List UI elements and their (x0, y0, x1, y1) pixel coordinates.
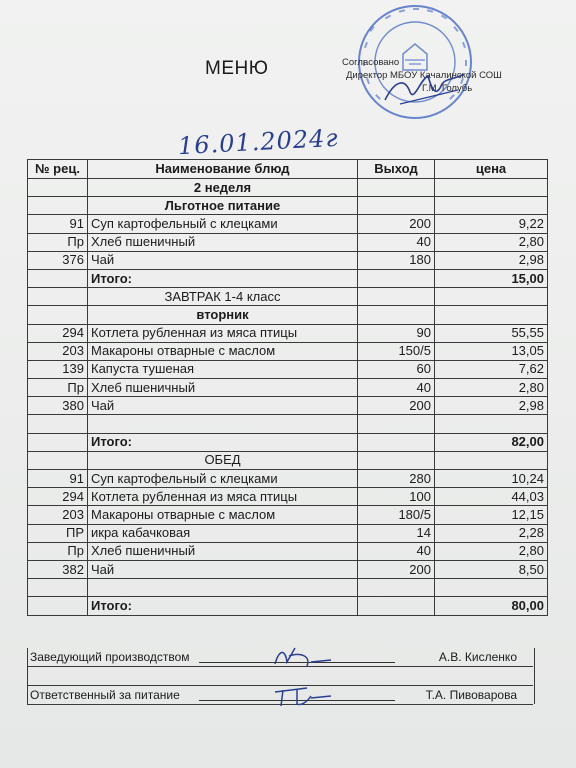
dish-name: икра кабачковая (88, 524, 358, 542)
dish-output: 40 (358, 542, 435, 560)
table-row (28, 506, 548, 524)
dish-name: Хлеб пшеничный (88, 379, 358, 397)
table-header-row (28, 160, 548, 179)
recipe-number: 91 (28, 215, 88, 233)
nutrition-responsible-signature-icon (267, 680, 337, 710)
dish-output: 14 (358, 524, 435, 542)
table-row (28, 542, 548, 560)
dish-name: Суп картофельный с клецками (88, 470, 358, 488)
recipe-number: 294 (28, 324, 88, 342)
dish-output: 280 (358, 470, 435, 488)
dish-name: Чай (88, 397, 358, 415)
dish-name: Хлеб пшеничный (88, 233, 358, 251)
table-row (28, 579, 548, 597)
total-benefit: 15,00 (435, 269, 548, 287)
table-row (28, 397, 548, 415)
dish-output: 90 (358, 324, 435, 342)
section-title-benefit: Льготное питание (88, 197, 358, 215)
table-row (28, 433, 548, 451)
dish-price: 13,05 (435, 342, 548, 360)
table-row (28, 379, 548, 397)
recipe-number: ПР (28, 524, 88, 542)
dish-price: 12,15 (435, 506, 548, 524)
dish-price: 8,50 (435, 560, 548, 578)
recipe-number: 139 (28, 360, 88, 378)
dish-price: 7,62 (435, 360, 548, 378)
dish-price: 2,80 (435, 233, 548, 251)
table-row (28, 288, 548, 306)
dish-name: Суп картофельный с клецками (88, 215, 358, 233)
menu-table (27, 159, 548, 616)
page-title: МЕНЮ (205, 58, 269, 79)
table-row (28, 415, 548, 433)
recipe-number: Пр (28, 379, 88, 397)
header-output: Выход (358, 160, 435, 179)
dish-output: 60 (358, 360, 435, 378)
dish-price: 55,55 (435, 324, 548, 342)
dish-output: 200 (358, 560, 435, 578)
signatures-block (27, 648, 533, 705)
dish-name: Чай (88, 251, 358, 269)
recipe-number: 294 (28, 488, 88, 506)
header-dish-name: Наименование блюд (88, 160, 358, 179)
dish-price: 2,98 (435, 251, 548, 269)
table-row (28, 215, 548, 233)
day-label: вторник (88, 306, 358, 324)
table-row (28, 524, 548, 542)
dish-name: Котлета рубленная из мяса птицы (88, 488, 358, 506)
dish-output: 40 (358, 233, 435, 251)
dish-name: Макароны отварные с маслом (88, 506, 358, 524)
dish-name: Котлета рубленная из мяса птицы (88, 324, 358, 342)
section-title-lunch: ОБЕД (88, 451, 358, 469)
dish-price: 9,22 (435, 215, 548, 233)
dish-name: Макароны отварные с маслом (88, 342, 358, 360)
recipe-number: 376 (28, 251, 88, 269)
dish-price: 2,80 (435, 379, 548, 397)
total-breakfast: 82,00 (435, 433, 548, 451)
nutrition-responsible-name: Т.А. Пивоварова (425, 688, 517, 702)
recipe-number: 203 (28, 342, 88, 360)
dish-price: 2,98 (435, 397, 548, 415)
approval-director-name: Г.М. Голубь (422, 83, 473, 94)
dish-price: 10,24 (435, 470, 548, 488)
recipe-number: 382 (28, 560, 88, 578)
recipe-number: 203 (28, 506, 88, 524)
dish-output: 40 (358, 379, 435, 397)
dish-output: 100 (358, 488, 435, 506)
recipe-number: 380 (28, 397, 88, 415)
total-lunch: 80,00 (435, 597, 548, 615)
total-label: Итого: (88, 433, 358, 451)
dish-output: 200 (358, 397, 435, 415)
dish-output: 150/5 (358, 342, 435, 360)
table-row (28, 360, 548, 378)
table-row (28, 560, 548, 578)
production-head-label: Заведующий производством (30, 650, 190, 664)
table-row (28, 269, 548, 287)
table-row (28, 306, 548, 324)
director-signature-icon (380, 70, 470, 110)
production-head-row (27, 648, 533, 667)
production-head-name: А.В. Кисленко (438, 650, 517, 664)
recipe-number: 91 (28, 470, 88, 488)
approval-label: Согласовано (342, 57, 400, 68)
table-row (28, 451, 548, 469)
dish-price: 2,28 (435, 524, 548, 542)
dish-name: Чай (88, 560, 358, 578)
table-row (28, 233, 548, 251)
approval-director: Директор МБОУ Качалинской СОШ (346, 70, 502, 81)
nutrition-responsible-row (27, 686, 533, 705)
total-label: Итого: (88, 269, 358, 287)
total-label: Итого: (88, 597, 358, 615)
section-title-breakfast: ЗАВТРАК 1-4 класс (88, 288, 358, 306)
recipe-number: Пр (28, 233, 88, 251)
dish-output: 200 (358, 215, 435, 233)
dish-output: 180/5 (358, 506, 435, 524)
table-row (28, 251, 548, 269)
dish-output: 180 (358, 251, 435, 269)
header-recipe-number: № рец. (28, 160, 88, 179)
dish-name: Капуста тушеная (88, 360, 358, 378)
table-row (28, 488, 548, 506)
table-row (28, 179, 548, 197)
header-price: цена (435, 160, 548, 179)
table-row (28, 342, 548, 360)
table-row (28, 324, 548, 342)
table-row (28, 470, 548, 488)
dish-price: 44,03 (435, 488, 548, 506)
table-row (28, 197, 548, 215)
week-label: 2 неделя (88, 179, 358, 197)
handwritten-date: 16.01.2024г (177, 123, 340, 161)
table-row (28, 597, 548, 615)
dish-name: Хлеб пшеничный (88, 542, 358, 560)
recipe-number: Пр (28, 542, 88, 560)
nutrition-responsible-label: Ответственный за питание (30, 688, 180, 702)
dish-price: 2,80 (435, 542, 548, 560)
